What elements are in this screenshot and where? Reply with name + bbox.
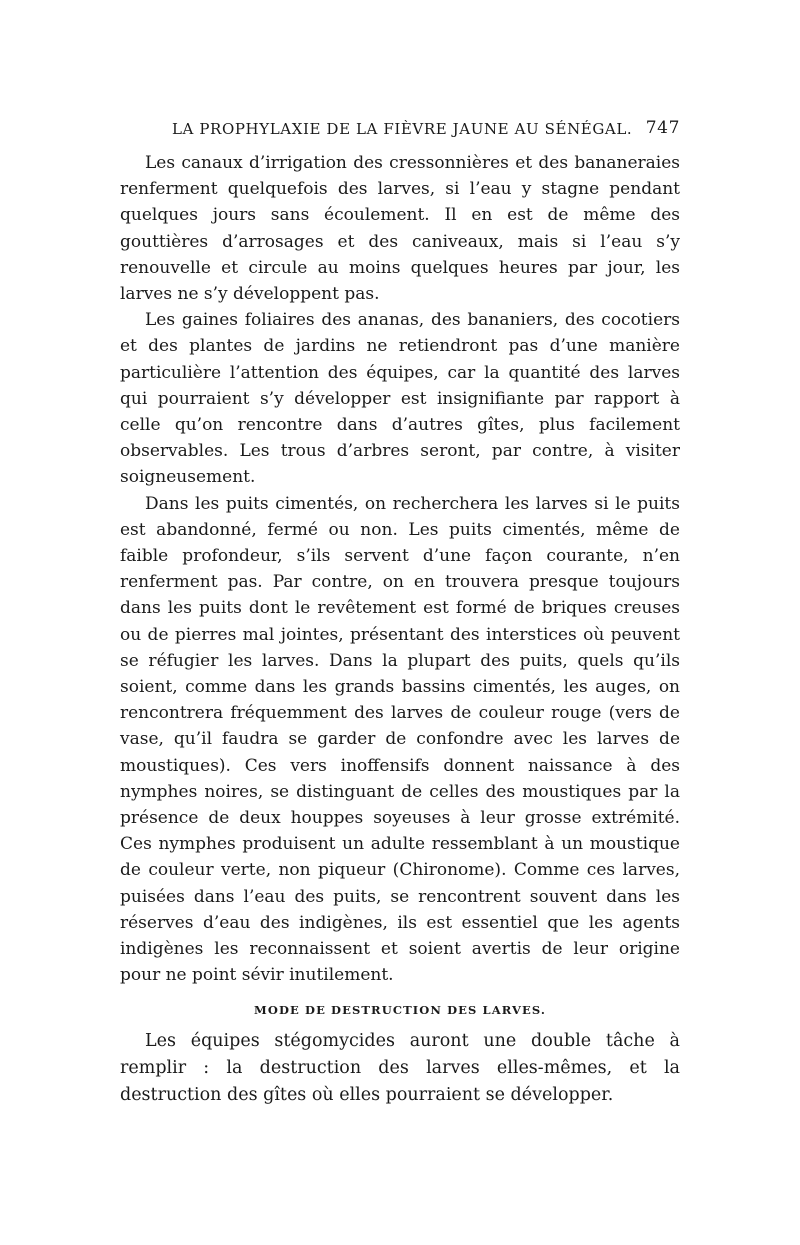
section-heading: MODE DE DESTRUCTION DES LARVES. <box>254 1002 546 1017</box>
paragraph-leaf-sheaths: Les gaines foliaires des ananas, des bananiers, des cocotiers et des plantes de jardins ne retiendront pas d’une manière particulière l’attention des équipes, car la quantité des larves qui pourraient s’y développer est insignifiante par rapport à celle qu’on rencontre dans d’autres gîtes, plus facilement observables. Les trous d’arbres seront, par contre, à visiter soigneusement. <box>120 310 680 488</box>
page-number: 747 <box>645 118 680 138</box>
paragraph-cemented-wells: Dans les puits cimentés, on recherchera les larves si le puits est abandonné, fermé ou non. Les puits cimentés, même de faible profondeur, s’ils servent d’une façon courante, n’en renferment pas. Par contre, on en trouvera presque toujours dans les puits dont le revêtement est formé de briques creuses ou de pierres mal jointes, présentant des interstices où peuvent se réfugier les larves. Dans la plupart des puits, quels qu’ils soient, comme dans les grands bassins cimentés, les auges, on rencontrera fréquemment des larves de couleur rouge (vers de vase, qu’il faudra se garder de confondre avec les larves de moustiques). Ces vers inoffensifs donnent naissance à des nymphes noires, se distinguant de celles des moustiques par la présence de deux houppes soyeuses à leur grosse extrémité. Ces nymphes produisent un adulte ressemblant à un moustique de couleur verte, non piqueur (Chironome). Comme ces larves, puisées dans l’eau des puits, se rencontrent souvent dans les réserves d’eau des indigènes, ils est essentiel que les agents indigènes les reconnaissent et soient avertis de leur origine pour ne point sévir inutilement. <box>120 493 680 986</box>
body-text <box>120 150 680 1109</box>
paragraph-irrigation-canals: Les canaux d’irrigation des cressonnières et des bananeraies renferment quelquefois des larves, si l’eau y stagne pendant quelques jours sans écoulement. Il en est de même des gouttières d’arrosages et des caniveaux, mais si l’eau s’y renouvelle et circule au moins quelques heures par jour, les larves ne s’y développent pas. <box>120 153 680 305</box>
running-title: LA PROPHYLAXIE DE LA FIÈVRE JAUNE AU SÉNÉGAL. <box>172 120 633 138</box>
running-header <box>140 114 680 144</box>
paragraph-destruction-tasks: Les équipes stégomycides auront une double tâche à remplir : la destruction des larves elles-mêmes, et la destruction des gîtes où elles pourraient se développer. <box>120 1030 680 1105</box>
